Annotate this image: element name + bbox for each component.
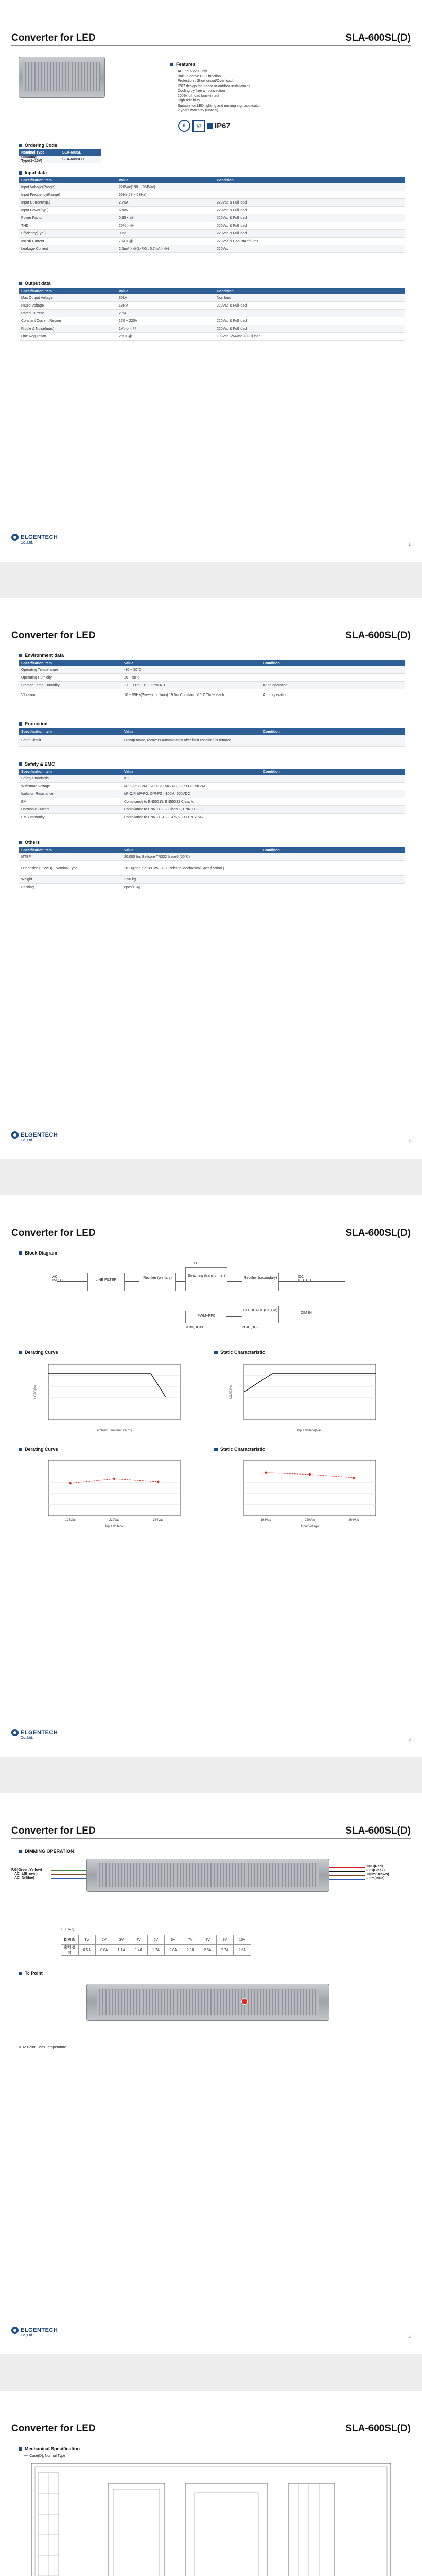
derating-chart-2	[31, 1457, 185, 1529]
header-model: SLA-600SL(D)	[345, 1228, 411, 1239]
company-logo: ELGENTECH Co.,Ltd.	[11, 1131, 58, 1142]
page-header	[11, 1827, 411, 1839]
block-diagram-title: Block Diagram	[19, 1250, 57, 1256]
x-tick-label: 198Vac	[260, 1519, 271, 1522]
acl-wire-label: AC_L(Brown)	[14, 1872, 38, 1876]
ordering-table: Nominal Type SLA-600SL Dimming Type(1~10V) SLA-600SLD	[19, 149, 101, 163]
ac-input-label: AC INPUT	[52, 1275, 63, 1282]
x-tick-label: 220Vac	[305, 1519, 315, 1522]
feature-item: IP67 design for indoor or outdoor installations	[178, 84, 250, 88]
pwm-pfc-block: PWM+PFC	[185, 1311, 227, 1323]
logo-mark-icon	[11, 534, 19, 541]
page-2	[0, 598, 422, 1159]
acn-wire-label: AC_N(Blue)	[14, 1876, 34, 1880]
dimming-table: DIM IN 1V 2V 3V 4V 5V 6V 7V 8V 9V 10V 출력 전류 0.5A 0.8A 1.1A 1.4A 1.7A 2.0A 2.3A 2.5A 2.7A 2.6A	[61, 1935, 251, 1956]
header-model: SLA-600SL(D)	[345, 1825, 411, 1836]
dim-plus-label: +Dim(Brown)	[366, 1873, 389, 1876]
page-1	[0, 0, 422, 562]
x-tick-label: 264Vac	[153, 1519, 164, 1522]
ordering-code-title: Ordering Code	[19, 143, 57, 148]
mechanical-drawing	[31, 2463, 391, 2576]
page-header	[11, 1229, 411, 1241]
logo-mark-icon	[11, 2327, 19, 2334]
ip67-mark: IP67	[207, 122, 231, 130]
dim-in-label: DIM IN	[301, 1311, 312, 1315]
header-model: SLA-600SL(D)	[345, 630, 411, 641]
kc-mark-icon: K	[178, 120, 190, 132]
x-axis-label: Ambient Temperature(℃)	[97, 1429, 132, 1432]
feature-item: Protection : Short circuit/Over load	[178, 79, 233, 83]
x-tick-label: 264Vac	[348, 1519, 359, 1522]
features-list	[178, 69, 261, 113]
header-title: Converter for LED	[11, 1825, 96, 1836]
plot-area	[244, 1460, 376, 1516]
derating-curve-title: Derating Curve	[19, 1350, 58, 1355]
feature-item: Built-in active PFC function	[178, 74, 221, 78]
block-diagram	[52, 1260, 365, 1334]
page-5	[0, 2391, 422, 2576]
dc-minus-label: -DC(Black)	[366, 1869, 385, 1872]
y-axis-label: LOAD(%)	[230, 1385, 233, 1399]
feature-item: 100% full load burn-in test	[178, 94, 219, 98]
feature-item: AC Input/220 Only	[178, 70, 207, 73]
plot-area	[244, 1364, 376, 1420]
page-header	[11, 632, 411, 643]
dim-note: 1~10V전	[61, 1928, 75, 1931]
page-number: 3	[408, 1737, 411, 1742]
fg-wire-label: F.G(Green/Yellow)	[11, 1868, 42, 1872]
plot-area	[48, 1364, 180, 1420]
page-3	[0, 1195, 422, 1757]
feedback-block: FEEDBACK (CC,CV)	[242, 1306, 279, 1323]
static-chart-2	[226, 1457, 381, 1529]
feature-item: 2 years warranty (Note.5)	[178, 109, 218, 112]
pc-label: PC#1, IC2	[242, 1326, 259, 1329]
x-axis-label: Input Voltage(Vac)	[297, 1429, 323, 1432]
company-logo: ELGENTECH Co.,Ltd.	[11, 2327, 58, 2337]
product-photo	[19, 57, 105, 98]
dim-minus-label: -Dim(Blue)	[366, 1877, 385, 1880]
page-number: 4	[408, 2335, 411, 2340]
tc-point-marker-icon	[241, 1998, 248, 2005]
switching-block: Switching (transformer)	[185, 1267, 227, 1291]
header-title: Converter for LED	[11, 2423, 96, 2434]
dc-output-label: DC OUTPUT	[298, 1275, 313, 1282]
dc-plus-label: +DC(Red)	[366, 1865, 383, 1868]
ce-mark-icon: ☑	[192, 120, 205, 132]
input-data-title: Input data	[19, 170, 47, 175]
page-number: 2	[408, 1140, 411, 1144]
input-data-table: Specification item Value Condition Input Voltage(Range) 220Vac(198 ~ 264Vac) Input Frequency(Range) 60Hz(57 ~ 63Hz) Input Current(typ.) 2.75A 220Vac & Full load Input Power(typ.) 600W 220Vac & Full load Power Factor 0.95 < @ 220Vac & Full load THD 20% > @ 220Vac & Full load Efficiency(Typ.) 90% 220Vac & Full load Inrush Current 70A > @ 220Vac & Cool start/60ms Leakage Current 2.5mA > @(L-F.G : 0.7mA > @) 220Vac	[19, 177, 405, 253]
rectifier-primary-block: Rectifier (primary)	[139, 1273, 176, 1291]
others-title: Others	[19, 840, 40, 845]
company-logo: ELGENTECH Co.,Ltd.	[11, 534, 58, 545]
page-number: 1	[408, 542, 411, 547]
rectifier-secondary-block: Rectifier (secondary)	[242, 1273, 279, 1291]
x-tick-label: 220Vac	[109, 1519, 119, 1522]
data-point	[265, 1471, 267, 1473]
dimming-product-photo	[86, 1859, 329, 1892]
y-axis-label: LOAD(%)	[34, 1385, 37, 1399]
protection-table: Specification item Value Condition Short Circuit Hiccup mode, recovers automatically after fault condition is remove	[19, 728, 405, 747]
header-title: Converter for LED	[11, 630, 96, 641]
feature-item: High reliability	[178, 99, 200, 103]
derating-curve-title-2: Derating Curve	[19, 1447, 58, 1452]
output-data-title: Output data	[19, 281, 51, 286]
plot-area	[48, 1460, 180, 1516]
x-tick-label: 198Vac	[65, 1519, 76, 1522]
page-header	[11, 34, 411, 46]
data-point	[353, 1477, 355, 1479]
safety-emc-title: Safety & EMC	[19, 761, 55, 767]
derating-chart-1	[31, 1361, 185, 1433]
ic1-label: IC#1, IC#1	[186, 1326, 204, 1329]
environment-table: Specification item Value Condition Operating Temperature -30 ~ 50℃ Operating Humidity 20 ~ 90% Storage Temp. Humidity -30 ~ 80℃, 10 ~ 95% RH At no operation Vibration 10 ~ 55Hz(Sweep for 1min) 19.6m Constant, X.Y.Z Three each At no operation	[19, 660, 405, 701]
others-table: Specification item Value Condition MTBF 20,000 hrs Bellcore TR332 Issue5 (50℃) Dimension (L*W*H) - Nominal Type 261.6(227.6)*139.8*58.73 ( Refer to Mechanical Specification ) Weight 2.96 kg Packing 6pcs/18kg	[19, 847, 405, 891]
static-chart-1	[226, 1361, 381, 1433]
feature-item: Suitable for LED lighting and moving sign application	[178, 104, 262, 108]
x-axis-label: Input Voltage	[301, 1525, 319, 1528]
logo-mark-icon	[11, 1131, 19, 1139]
data-point	[69, 1482, 71, 1484]
header-title: Converter for LED	[11, 1228, 96, 1239]
company-logo: ELGENTECH Co.,Ltd.	[11, 1729, 58, 1740]
mechanical-spec-title: Mechanical Specification	[19, 2446, 80, 2451]
header-model: SLA-600SL(D)	[345, 32, 411, 43]
data-point	[113, 1478, 115, 1480]
data-point	[157, 1481, 159, 1483]
tc-point-note: ※ Tc Point : Max Temperature	[19, 2046, 66, 2049]
page-header	[11, 2425, 411, 2436]
dimming-operation-title: DIMMING OPERATION	[19, 1849, 74, 1854]
protection-title: Protection	[19, 721, 48, 726]
ip-shield-icon	[207, 123, 213, 129]
data-point	[309, 1473, 311, 1476]
t1-label: T1	[193, 1262, 198, 1265]
x-axis-label: Input Voltage	[105, 1525, 124, 1528]
safety-emc-table: Specification item Value Condition Safety Standards KC Withstand Voltage I/P-O/P:3KVAC, I/P-FG:1.5KVAC, O/P-FG:0.5KVAC Isolation Resistance I/P-O/P, I/P-FG, O/P-FG:>100M, 500VDC EMI Compliance to EN55015, EN55022 Class A Harmonic Current Compliance to EN6100-3-2 Class C, EN6100-3-3 EMS Immunity Compliance to EN6100-4-2,3,4,5,6,8,11 ENS1547	[19, 769, 405, 821]
tc-point-title: Tc Point	[19, 1971, 43, 1976]
features-title: Features	[170, 62, 196, 67]
environment-title: Environment data	[19, 653, 64, 658]
header-title: Converter for LED	[11, 32, 96, 43]
tc-point-photo	[86, 1984, 329, 2021]
static-characteristic-title-2: Static Characteristic	[214, 1447, 265, 1452]
line-filter-block: LINE FILTER	[87, 1273, 125, 1291]
feature-item: Cooling by free air convection	[178, 89, 225, 93]
page-4	[0, 1793, 422, 2354]
header-model: SLA-600SL(D)	[345, 2423, 411, 2434]
output-data-table: Specification item Value Condition Max Output Voltage 36kV Non load Rated Voltage 19RV 220Vac & Full load Rated Current 2.6A Constant Current Region 170 ~ 220V 220Vac & Full load Ripple & Noise(max) 1Vp-p < @ 220Vac & Full load Line Regulation 2% > @ 198Vac~264Vac & Full load	[19, 288, 405, 341]
static-characteristic-title: Static Characteristic	[214, 1350, 265, 1355]
logo-mark-icon	[11, 1729, 19, 1736]
case-note: ---- Case(D), Normal Type	[24, 2454, 65, 2458]
